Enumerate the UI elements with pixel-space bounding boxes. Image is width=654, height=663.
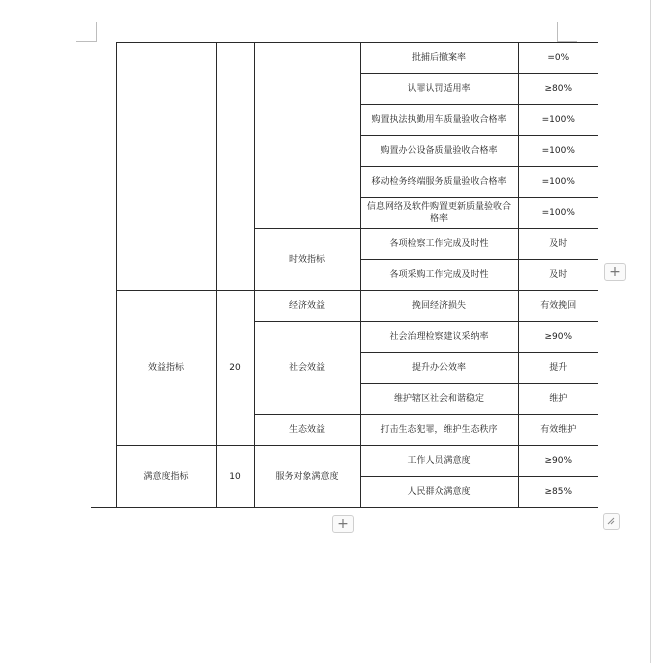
plus-icon: + (337, 516, 349, 532)
metric-cell: 信息网络及软件购置更新质量验收合格率 (360, 198, 518, 229)
value-cell: ≥90% (518, 446, 598, 477)
metric-cell: 提升办公效率 (360, 353, 518, 384)
crop-mark-right (557, 22, 558, 42)
weight-cell-empty (216, 43, 254, 291)
value-cell: 有效挽回 (518, 291, 598, 322)
metric-cell: 各项检察工作完成及时性 (360, 229, 518, 260)
level2-cell: 时效指标 (254, 229, 360, 291)
level1-cell: 效益指标 (116, 291, 216, 446)
value-cell: 有效维护 (518, 415, 598, 446)
weight-cell: 10 (216, 446, 254, 508)
metric-cell: 批捕后撤案率 (360, 43, 518, 74)
metric-cell: 购置执法执勤用车质量验收合格率 (360, 105, 518, 136)
value-cell: =0% (518, 43, 598, 74)
crop-mark-left (96, 22, 97, 42)
value-cell: =100% (518, 167, 598, 198)
level1-cell: 满意度指标 (116, 446, 216, 508)
metric-cell: 挽回经济损失 (360, 291, 518, 322)
level2-cell: 经济效益 (254, 291, 360, 322)
metric-cell: 工作人员满意度 (360, 446, 518, 477)
value-cell: 提升 (518, 353, 598, 384)
metric-cell: 维护辖区社会和谐稳定 (360, 384, 518, 415)
add-column-button[interactable] (604, 263, 626, 281)
metric-cell: 认罪认罚适用率 (360, 74, 518, 105)
table-resize-handle[interactable] (603, 513, 620, 530)
value-cell: ≥90% (518, 322, 598, 353)
metric-cell: 移动检务终端服务质量验收合格率 (360, 167, 518, 198)
value-cell: =100% (518, 198, 598, 229)
value-cell: ≥85% (518, 477, 598, 508)
value-cell: 及时 (518, 260, 598, 291)
metric-cell: 社会治理检察建议采纳率 (360, 322, 518, 353)
table-left-gutter (91, 43, 116, 508)
value-cell: ≥80% (518, 74, 598, 105)
resize-icon (604, 514, 619, 529)
metric-cell: 打击生态犯罪，维护生态秩序 (360, 415, 518, 446)
level2-cell: 社会效益 (254, 322, 360, 415)
table-bottom-border (91, 507, 598, 508)
weight-cell: 20 (216, 291, 254, 446)
indicator-table (91, 42, 598, 508)
level2-cell: 生态效益 (254, 415, 360, 446)
value-cell: 及时 (518, 229, 598, 260)
level1-cell-empty (116, 43, 216, 291)
metric-cell: 购置办公设备质量验收合格率 (360, 136, 518, 167)
value-cell: =100% (518, 105, 598, 136)
page-edge (650, 0, 651, 663)
value-cell: 维护 (518, 384, 598, 415)
metric-cell: 人民群众满意度 (360, 477, 518, 508)
add-row-button[interactable] (332, 515, 354, 533)
level2-cell-empty (254, 43, 360, 229)
metric-cell: 各项采购工作完成及时性 (360, 260, 518, 291)
plus-icon: + (609, 264, 621, 280)
level2-cell: 服务对象满意度 (254, 446, 360, 508)
value-cell: =100% (518, 136, 598, 167)
